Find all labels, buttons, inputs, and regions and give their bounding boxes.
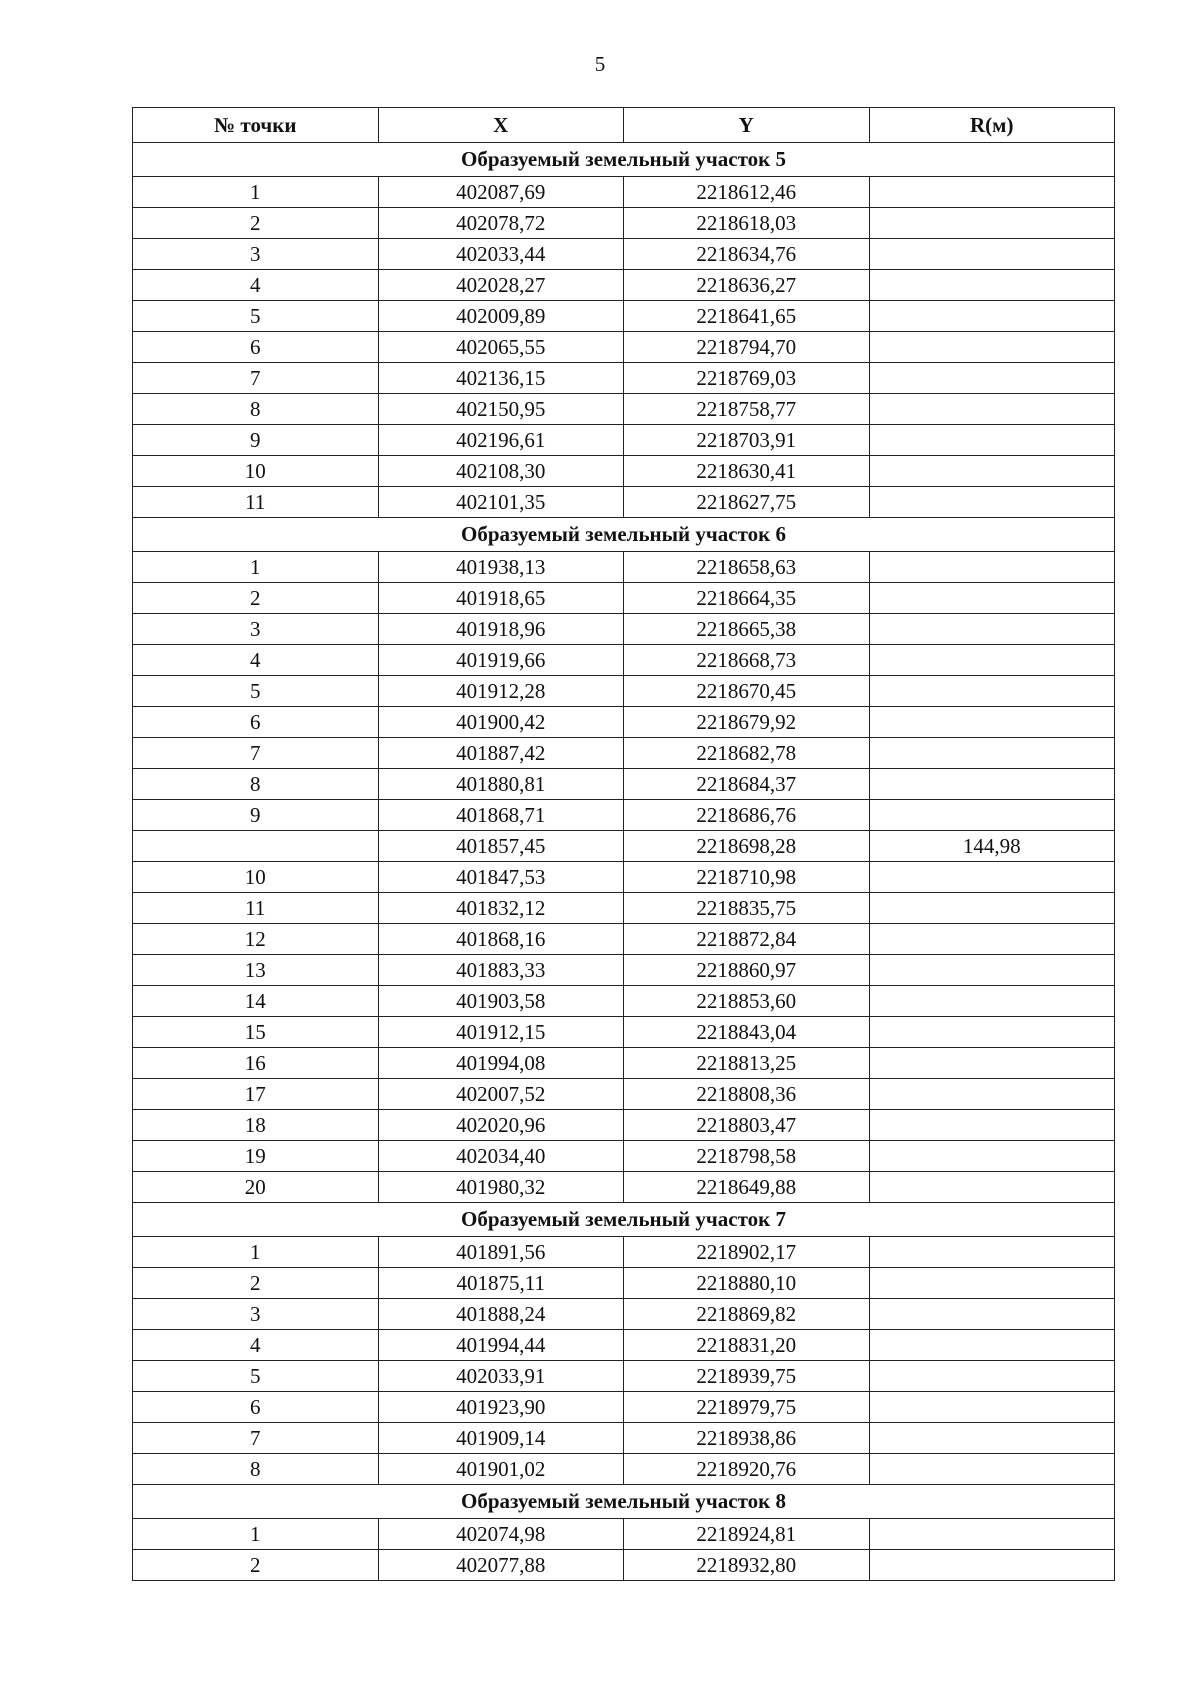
y-coordinate-cell: 2218710,98 <box>624 862 870 893</box>
coordinates-table <box>132 107 1115 1581</box>
radius-cell <box>869 614 1115 645</box>
point-number-cell: 4 <box>133 1330 379 1361</box>
point-number-cell: 6 <box>133 707 379 738</box>
point-number-cell: 4 <box>133 645 379 676</box>
table-row <box>133 239 1115 270</box>
y-coordinate-cell: 2218682,78 <box>624 738 870 769</box>
x-coordinate-cell: 402196,61 <box>378 425 624 456</box>
x-coordinate-cell: 401875,11 <box>378 1268 624 1299</box>
y-coordinate-cell: 2218630,41 <box>624 456 870 487</box>
x-coordinate-cell: 402033,44 <box>378 239 624 270</box>
radius-cell <box>869 862 1115 893</box>
x-coordinate-cell: 401847,53 <box>378 862 624 893</box>
x-coordinate-cell: 401909,14 <box>378 1423 624 1454</box>
x-coordinate-cell: 402065,55 <box>378 332 624 363</box>
section-title: Образуемый земельный участок 7 <box>133 1203 1115 1237</box>
point-number-cell: 12 <box>133 924 379 955</box>
point-number-cell: 8 <box>133 769 379 800</box>
y-coordinate-cell: 2218843,04 <box>624 1017 870 1048</box>
y-coordinate-cell: 2218703,91 <box>624 425 870 456</box>
y-coordinate-cell: 2218872,84 <box>624 924 870 955</box>
radius-cell <box>869 1454 1115 1485</box>
column-header-point-number: № точки <box>133 108 379 143</box>
y-coordinate-cell: 2218758,77 <box>624 394 870 425</box>
y-coordinate-cell: 2218698,28 <box>624 831 870 862</box>
x-coordinate-cell: 401832,12 <box>378 893 624 924</box>
table-row <box>133 1423 1115 1454</box>
point-number-cell: 15 <box>133 1017 379 1048</box>
y-coordinate-cell: 2218684,37 <box>624 769 870 800</box>
y-coordinate-cell: 2218902,17 <box>624 1237 870 1268</box>
radius-cell <box>869 1141 1115 1172</box>
radius-cell <box>869 456 1115 487</box>
table-row <box>133 552 1115 583</box>
section-title-row <box>133 518 1115 552</box>
table-row <box>133 769 1115 800</box>
x-coordinate-cell: 402009,89 <box>378 301 624 332</box>
radius-cell <box>869 208 1115 239</box>
section-title: Образуемый земельный участок 6 <box>133 518 1115 552</box>
point-number-cell: 7 <box>133 1423 379 1454</box>
radius-cell <box>869 1017 1115 1048</box>
table-row <box>133 301 1115 332</box>
x-coordinate-cell: 401919,66 <box>378 645 624 676</box>
radius-cell: 144,98 <box>869 831 1115 862</box>
point-number-cell: 9 <box>133 800 379 831</box>
radius-cell <box>869 676 1115 707</box>
y-coordinate-cell: 2218924,81 <box>624 1519 870 1550</box>
point-number-cell: 3 <box>133 239 379 270</box>
section-title-row <box>133 1203 1115 1237</box>
x-coordinate-cell: 401994,44 <box>378 1330 624 1361</box>
x-coordinate-cell: 401888,24 <box>378 1299 624 1330</box>
section-title-row <box>133 143 1115 177</box>
column-header-y: Y <box>624 108 870 143</box>
y-coordinate-cell: 2218634,76 <box>624 239 870 270</box>
x-coordinate-cell: 401883,33 <box>378 955 624 986</box>
radius-cell <box>869 583 1115 614</box>
y-coordinate-cell: 2218686,76 <box>624 800 870 831</box>
table-row <box>133 1519 1115 1550</box>
radius-cell <box>869 1299 1115 1330</box>
y-coordinate-cell: 2218813,25 <box>624 1048 870 1079</box>
radius-cell <box>869 707 1115 738</box>
y-coordinate-cell: 2218769,03 <box>624 363 870 394</box>
point-number-cell: 6 <box>133 332 379 363</box>
radius-cell <box>869 986 1115 1017</box>
table-row <box>133 1361 1115 1392</box>
table-row <box>133 1110 1115 1141</box>
table-row <box>133 800 1115 831</box>
x-coordinate-cell: 401923,90 <box>378 1392 624 1423</box>
x-coordinate-cell: 402028,27 <box>378 270 624 301</box>
radius-cell <box>869 1550 1115 1581</box>
point-number-cell: 6 <box>133 1392 379 1423</box>
x-coordinate-cell: 401857,45 <box>378 831 624 862</box>
x-coordinate-cell: 401980,32 <box>378 1172 624 1203</box>
x-coordinate-cell: 402074,98 <box>378 1519 624 1550</box>
table-row <box>133 487 1115 518</box>
point-number-cell: 1 <box>133 1519 379 1550</box>
point-number-cell: 1 <box>133 1237 379 1268</box>
x-coordinate-cell: 402150,95 <box>378 394 624 425</box>
point-number-cell: 3 <box>133 614 379 645</box>
table-row <box>133 676 1115 707</box>
x-coordinate-cell: 402033,91 <box>378 1361 624 1392</box>
table-row <box>133 394 1115 425</box>
table-row <box>133 1237 1115 1268</box>
x-coordinate-cell: 401918,65 <box>378 583 624 614</box>
radius-cell <box>869 955 1115 986</box>
radius-cell <box>869 1268 1115 1299</box>
y-coordinate-cell: 2218932,80 <box>624 1550 870 1581</box>
radius-cell <box>869 301 1115 332</box>
table-row <box>133 893 1115 924</box>
point-number-cell: 2 <box>133 1268 379 1299</box>
point-number-cell: 17 <box>133 1079 379 1110</box>
y-coordinate-cell: 2218860,97 <box>624 955 870 986</box>
radius-cell <box>869 769 1115 800</box>
table-header-row <box>133 108 1115 143</box>
radius-cell <box>869 177 1115 208</box>
y-coordinate-cell: 2218939,75 <box>624 1361 870 1392</box>
table-row <box>133 986 1115 1017</box>
y-coordinate-cell: 2218831,20 <box>624 1330 870 1361</box>
table-body <box>133 143 1115 1581</box>
y-coordinate-cell: 2218668,73 <box>624 645 870 676</box>
point-number-cell: 8 <box>133 1454 379 1485</box>
table-row <box>133 738 1115 769</box>
x-coordinate-cell: 401901,02 <box>378 1454 624 1485</box>
y-coordinate-cell: 2218636,27 <box>624 270 870 301</box>
point-number-cell: 10 <box>133 456 379 487</box>
radius-cell <box>869 893 1115 924</box>
y-coordinate-cell: 2218679,92 <box>624 707 870 738</box>
point-number-cell: 19 <box>133 1141 379 1172</box>
y-coordinate-cell: 2218979,75 <box>624 1392 870 1423</box>
radius-cell <box>869 487 1115 518</box>
table-row <box>133 831 1115 862</box>
x-coordinate-cell: 402020,96 <box>378 1110 624 1141</box>
point-number-cell: 14 <box>133 986 379 1017</box>
point-number-cell: 4 <box>133 270 379 301</box>
x-coordinate-cell: 402101,35 <box>378 487 624 518</box>
radius-cell <box>869 425 1115 456</box>
x-coordinate-cell: 401903,58 <box>378 986 624 1017</box>
y-coordinate-cell: 2218664,35 <box>624 583 870 614</box>
radius-cell <box>869 1110 1115 1141</box>
x-coordinate-cell: 401994,08 <box>378 1048 624 1079</box>
y-coordinate-cell: 2218649,88 <box>624 1172 870 1203</box>
table-row <box>133 177 1115 208</box>
radius-cell <box>869 363 1115 394</box>
x-coordinate-cell: 401880,81 <box>378 769 624 800</box>
x-coordinate-cell: 402136,15 <box>378 363 624 394</box>
x-coordinate-cell: 402034,40 <box>378 1141 624 1172</box>
radius-cell <box>869 738 1115 769</box>
y-coordinate-cell: 2218920,76 <box>624 1454 870 1485</box>
table-row <box>133 645 1115 676</box>
point-number-cell: 2 <box>133 208 379 239</box>
y-coordinate-cell: 2218798,58 <box>624 1141 870 1172</box>
table-row <box>133 270 1115 301</box>
x-coordinate-cell: 401891,56 <box>378 1237 624 1268</box>
table-row <box>133 614 1115 645</box>
table-row <box>133 363 1115 394</box>
table-row <box>133 332 1115 363</box>
point-number-cell: 20 <box>133 1172 379 1203</box>
section-title: Образуемый земельный участок 5 <box>133 143 1115 177</box>
table-row <box>133 1454 1115 1485</box>
table-row <box>133 1268 1115 1299</box>
y-coordinate-cell: 2218641,65 <box>624 301 870 332</box>
y-coordinate-cell: 2218612,46 <box>624 177 870 208</box>
point-number-cell: 11 <box>133 893 379 924</box>
y-coordinate-cell: 2218938,86 <box>624 1423 870 1454</box>
radius-cell <box>869 1519 1115 1550</box>
y-coordinate-cell: 2218869,82 <box>624 1299 870 1330</box>
radius-cell <box>869 1172 1115 1203</box>
point-number-cell: 3 <box>133 1299 379 1330</box>
y-coordinate-cell: 2218618,03 <box>624 208 870 239</box>
table-row <box>133 707 1115 738</box>
radius-cell <box>869 1361 1115 1392</box>
radius-cell <box>869 1392 1115 1423</box>
point-number-cell: 11 <box>133 487 379 518</box>
table-row <box>133 1392 1115 1423</box>
x-coordinate-cell: 402108,30 <box>378 456 624 487</box>
table-row <box>133 1299 1115 1330</box>
radius-cell <box>869 1330 1115 1361</box>
table-row <box>133 924 1115 955</box>
y-coordinate-cell: 2218853,60 <box>624 986 870 1017</box>
radius-cell <box>869 1048 1115 1079</box>
table-row <box>133 1141 1115 1172</box>
x-coordinate-cell: 401887,42 <box>378 738 624 769</box>
x-coordinate-cell: 401900,42 <box>378 707 624 738</box>
column-header-x: X <box>378 108 624 143</box>
radius-cell <box>869 1423 1115 1454</box>
table-row <box>133 425 1115 456</box>
point-number-cell: 5 <box>133 1361 379 1392</box>
y-coordinate-cell: 2218808,36 <box>624 1079 870 1110</box>
point-number-cell: 16 <box>133 1048 379 1079</box>
radius-cell <box>869 270 1115 301</box>
radius-cell <box>869 394 1115 425</box>
table-row <box>133 208 1115 239</box>
x-coordinate-cell: 402077,88 <box>378 1550 624 1581</box>
table-row <box>133 862 1115 893</box>
table-row <box>133 1017 1115 1048</box>
x-coordinate-cell: 401868,16 <box>378 924 624 955</box>
point-number-cell: 7 <box>133 738 379 769</box>
point-number-cell: 7 <box>133 363 379 394</box>
radius-cell <box>869 1079 1115 1110</box>
x-coordinate-cell: 402078,72 <box>378 208 624 239</box>
radius-cell <box>869 332 1115 363</box>
point-number-cell: 18 <box>133 1110 379 1141</box>
table-row <box>133 1048 1115 1079</box>
radius-cell <box>869 645 1115 676</box>
radius-cell <box>869 552 1115 583</box>
page-number: 5 <box>594 52 606 76</box>
x-coordinate-cell: 402087,69 <box>378 177 624 208</box>
point-number-cell: 1 <box>133 177 379 208</box>
radius-cell <box>869 239 1115 270</box>
point-number-cell: 10 <box>133 862 379 893</box>
radius-cell <box>869 800 1115 831</box>
y-coordinate-cell: 2218627,75 <box>624 487 870 518</box>
radius-cell <box>869 924 1115 955</box>
point-number-cell: 8 <box>133 394 379 425</box>
table-row <box>133 955 1115 986</box>
column-header-radius: R(м) <box>869 108 1115 143</box>
point-number-cell: 5 <box>133 301 379 332</box>
x-coordinate-cell: 401918,96 <box>378 614 624 645</box>
x-coordinate-cell: 401868,71 <box>378 800 624 831</box>
table-row <box>133 1550 1115 1581</box>
table-row <box>133 583 1115 614</box>
y-coordinate-cell: 2218803,47 <box>624 1110 870 1141</box>
x-coordinate-cell: 401938,13 <box>378 552 624 583</box>
point-number-cell: 2 <box>133 1550 379 1581</box>
y-coordinate-cell: 2218880,10 <box>624 1268 870 1299</box>
table-row <box>133 1330 1115 1361</box>
y-coordinate-cell: 2218835,75 <box>624 893 870 924</box>
y-coordinate-cell: 2218658,63 <box>624 552 870 583</box>
x-coordinate-cell: 401912,15 <box>378 1017 624 1048</box>
point-number-cell <box>133 831 379 862</box>
y-coordinate-cell: 2218670,45 <box>624 676 870 707</box>
point-number-cell: 5 <box>133 676 379 707</box>
section-title-row <box>133 1485 1115 1519</box>
x-coordinate-cell: 401912,28 <box>378 676 624 707</box>
y-coordinate-cell: 2218794,70 <box>624 332 870 363</box>
point-number-cell: 13 <box>133 955 379 986</box>
table-row <box>133 456 1115 487</box>
y-coordinate-cell: 2218665,38 <box>624 614 870 645</box>
x-coordinate-cell: 402007,52 <box>378 1079 624 1110</box>
point-number-cell: 1 <box>133 552 379 583</box>
point-number-cell: 9 <box>133 425 379 456</box>
table-row <box>133 1172 1115 1203</box>
table-row <box>133 1079 1115 1110</box>
point-number-cell: 2 <box>133 583 379 614</box>
section-title: Образуемый земельный участок 8 <box>133 1485 1115 1519</box>
radius-cell <box>869 1237 1115 1268</box>
